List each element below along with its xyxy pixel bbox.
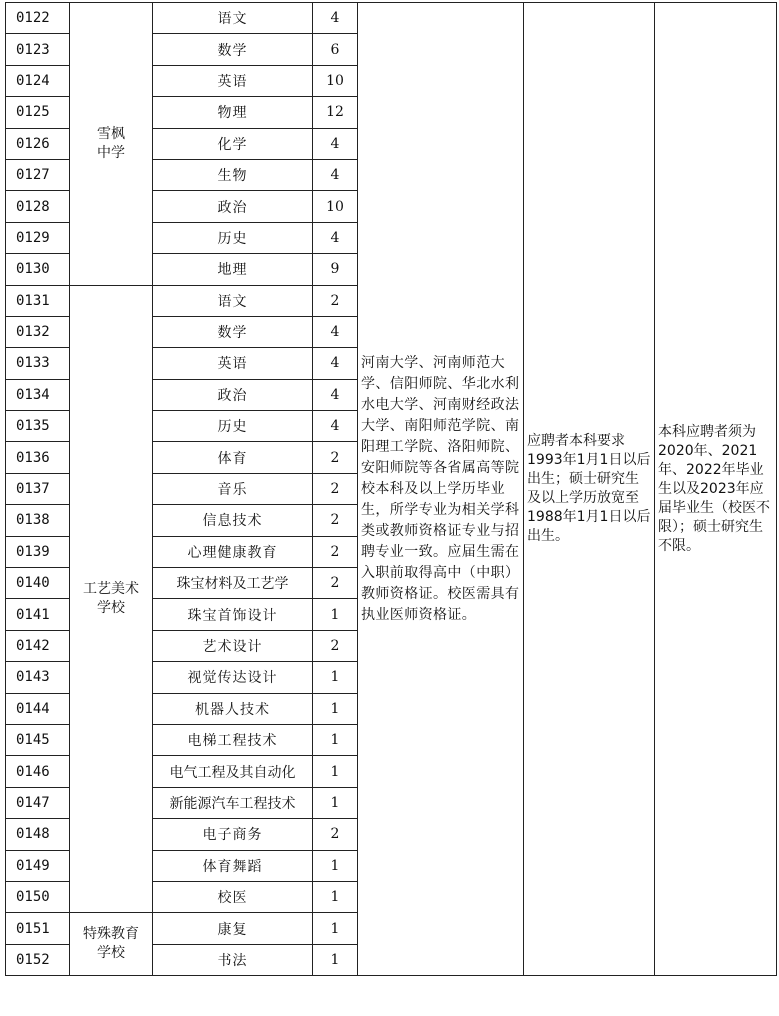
- hire-count: 4: [313, 159, 358, 190]
- hire-count: 2: [313, 630, 358, 661]
- hire-count: 4: [313, 411, 358, 442]
- position-code: 0150: [6, 881, 70, 912]
- recruitment-table: [5, 2, 777, 976]
- subject: 历史: [153, 411, 313, 442]
- position-code: 0126: [6, 128, 70, 159]
- position-code: 0125: [6, 97, 70, 128]
- subject: 视觉传达设计: [153, 662, 313, 693]
- hire-count: 1: [313, 693, 358, 724]
- hire-count: 1: [313, 881, 358, 912]
- position-code: 0123: [6, 34, 70, 65]
- subject: 物理: [153, 97, 313, 128]
- hire-count: 4: [313, 316, 358, 347]
- position-code: 0131: [6, 285, 70, 316]
- hire-count: 1: [313, 850, 358, 881]
- subject: 生物: [153, 159, 313, 190]
- subject: 英语: [153, 65, 313, 96]
- position-code: 0142: [6, 630, 70, 661]
- hire-count: 1: [313, 724, 358, 755]
- subject: 电梯工程技术: [153, 724, 313, 755]
- subject: 化学: [153, 128, 313, 159]
- hire-count: 4: [313, 3, 358, 34]
- hire-count: 2: [313, 536, 358, 567]
- subject: 新能源汽车工程技术: [153, 787, 313, 818]
- age-requirement-text: 应聘者本科要求1993年1月1日以后出生；硕士研究生及以上学历放宽至1988年1月1日以后出生。: [524, 3, 655, 976]
- subject: 政治: [153, 379, 313, 410]
- school-name-gongyi: 工艺美术 学校: [70, 285, 153, 913]
- requirement-text: 河南大学、河南师范大学、信阳师院、华北水利水电大学、河南财经政法大学、南阳师范学院、南阳理工学院、洛阳师院、安阳师院等各省属高等院校本科及以上学历毕业生，所学专业为相关学科类或教师资格证专业与招聘专业一致。应届生需在入职前取得高中（中职）教师资格证。校医需具有执业医师资格证。: [358, 3, 524, 976]
- hire-count: 6: [313, 34, 358, 65]
- subject: 历史: [153, 222, 313, 253]
- subject: 电子商务: [153, 819, 313, 850]
- position-code: 0132: [6, 316, 70, 347]
- subject: 珠宝材料及工艺学: [153, 568, 313, 599]
- position-code: 0139: [6, 536, 70, 567]
- position-code: 0148: [6, 819, 70, 850]
- page-footer-fragment: [530, 1008, 760, 1016]
- subject: 机器人技术: [153, 693, 313, 724]
- table-row: [6, 3, 777, 34]
- position-code: 0138: [6, 505, 70, 536]
- position-code: 0122: [6, 3, 70, 34]
- subject: 心理健康教育: [153, 536, 313, 567]
- hire-count: 2: [313, 473, 358, 504]
- subject: 英语: [153, 348, 313, 379]
- hire-count: 10: [313, 191, 358, 222]
- subject: 音乐: [153, 473, 313, 504]
- subject: 书法: [153, 944, 313, 975]
- position-code: 0141: [6, 599, 70, 630]
- position-code: 0134: [6, 379, 70, 410]
- position-code: 0144: [6, 693, 70, 724]
- hire-count: 2: [313, 568, 358, 599]
- hire-count: 1: [313, 787, 358, 818]
- hire-count: 4: [313, 348, 358, 379]
- other-requirement-text: 本科应聘者须为2020年、2021年、2022年毕业生以及2023年应届毕业生（校医不限）；硕士研究生不限。: [655, 3, 777, 976]
- position-code: 0152: [6, 944, 70, 975]
- hire-count: 1: [313, 599, 358, 630]
- hire-count: 2: [313, 442, 358, 473]
- hire-count: 12: [313, 97, 358, 128]
- subject: 校医: [153, 881, 313, 912]
- subject: 政治: [153, 191, 313, 222]
- position-code: 0145: [6, 724, 70, 755]
- subject: 艺术设计: [153, 630, 313, 661]
- position-code: 0151: [6, 913, 70, 944]
- subject: 体育舞蹈: [153, 850, 313, 881]
- school-name-xuefeng: 雪枫 中学: [70, 3, 153, 286]
- position-code: 0147: [6, 787, 70, 818]
- hire-count: 2: [313, 285, 358, 316]
- position-code: 0135: [6, 411, 70, 442]
- position-code: 0127: [6, 159, 70, 190]
- subject: 体育: [153, 442, 313, 473]
- subject: 语文: [153, 285, 313, 316]
- hire-count: 2: [313, 819, 358, 850]
- school-name-teshu: 特殊教育 学校: [70, 913, 153, 976]
- position-code: 0140: [6, 568, 70, 599]
- hire-count: 1: [313, 944, 358, 975]
- subject: 地理: [153, 254, 313, 285]
- position-code: 0130: [6, 254, 70, 285]
- subject: 数学: [153, 34, 313, 65]
- hire-count: 9: [313, 254, 358, 285]
- position-code: 0143: [6, 662, 70, 693]
- hire-count: 10: [313, 65, 358, 96]
- position-code: 0136: [6, 442, 70, 473]
- position-code: 0137: [6, 473, 70, 504]
- hire-count: 1: [313, 756, 358, 787]
- hire-count: 4: [313, 379, 358, 410]
- position-code: 0133: [6, 348, 70, 379]
- subject: 电气工程及其自动化: [153, 756, 313, 787]
- position-code: 0146: [6, 756, 70, 787]
- hire-count: 4: [313, 222, 358, 253]
- position-code: 0149: [6, 850, 70, 881]
- position-code: 0128: [6, 191, 70, 222]
- hire-count: 1: [313, 913, 358, 944]
- subject: 珠宝首饰设计: [153, 599, 313, 630]
- hire-count: 4: [313, 128, 358, 159]
- subject: 语文: [153, 3, 313, 34]
- subject: 康复: [153, 913, 313, 944]
- subject: 数学: [153, 316, 313, 347]
- position-code: 0124: [6, 65, 70, 96]
- hire-count: 1: [313, 662, 358, 693]
- subject: 信息技术: [153, 505, 313, 536]
- hire-count: 2: [313, 505, 358, 536]
- position-code: 0129: [6, 222, 70, 253]
